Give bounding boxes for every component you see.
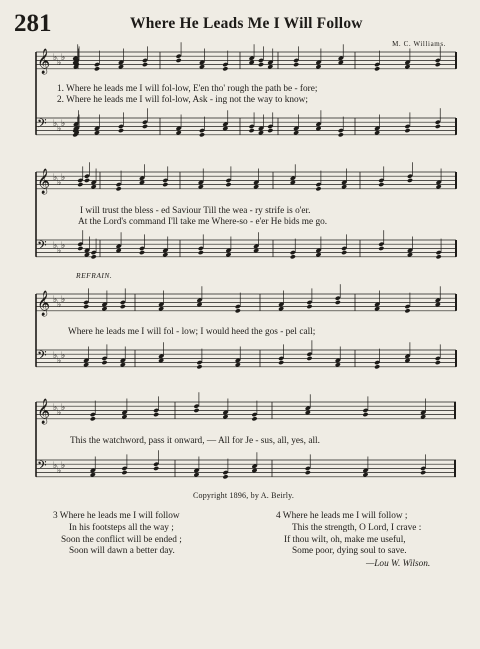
notehead [306,304,312,309]
notehead [378,246,384,251]
notehead [142,62,148,67]
lyric-line-4-1: This the watchword, pass it onward, — All for Je - sus, all, yes, all. [70,436,320,446]
notehead [120,304,126,309]
flat-sign-icon: ♭ [61,119,66,129]
bass-clef-icon: 𝄢 [37,238,47,256]
notehead [196,364,202,369]
notehead [235,308,241,313]
notehead [90,416,96,421]
flat-sign-icon: ♭ [53,173,58,183]
flat-sign-icon: ♭ [57,356,62,366]
lyric-line-1-2: 2. Where he leads me I will fol-low, Ask - ing not the way to know; [57,95,308,105]
notehead [162,182,168,187]
copyright-notice: Copyright 1896, by A. Beirly. [193,491,295,500]
flat-sign-icon: ♭ [53,461,58,471]
flat-sign-icon: ♭ [57,466,62,476]
notehead [222,66,228,71]
notehead [374,364,380,369]
treble-clef-icon: 𝄞 [37,291,51,316]
hymn-number: 281 [14,10,52,37]
verse-4 [276,511,430,571]
verse-3 [53,511,182,558]
notehead [176,58,182,63]
lyric-line-3-1: Where he leads me I will fol - low; I would heed the gos - pel call; [68,327,316,337]
treble-clef-icon: 𝄞 [37,49,51,74]
notehead [84,178,90,183]
notehead [306,356,312,361]
verse-4-line-1: 4 Where he leads me I will follow ; [276,511,408,521]
notehead [290,254,296,259]
flat-sign-icon: ♭ [53,53,58,63]
notehead [293,62,299,67]
lyric-line-1-1: 1. Where he leads me I will fol-low, E'en tho' rough the path be - fore; [57,84,318,94]
verse-3-line-2: In his footsteps all the way ; [69,522,174,533]
notehead [338,132,344,137]
flat-sign-icon: ♭ [61,295,66,305]
notehead [153,412,159,417]
notehead [153,466,159,471]
refrain-label: REFRAIN. [76,271,113,280]
lyric-line-2-2: At the Lord's command I'll take me Where-so - e'er He bids me go. [78,217,328,227]
notehead [258,62,264,67]
flat-sign-icon: ♭ [53,119,58,129]
notehead [404,308,410,313]
flat-sign-icon: ♭ [61,461,66,471]
notehead [436,254,442,259]
notehead [315,186,321,191]
notehead [435,360,441,365]
flat-sign-icon: ♭ [57,246,62,256]
flat-sign-icon: ♭ [61,403,66,413]
flat-sign-icon: ♭ [57,124,62,134]
verse-3-line-1: 3 Where he leads me I will follow [53,511,180,521]
verse-4-line-2: This the strength, O Lord, I crave : [292,522,422,533]
flat-sign-icon: ♭ [53,241,58,251]
notehead [101,360,107,365]
notehead [198,250,204,255]
flat-sign-icon: ♭ [61,173,66,183]
notehead [199,132,205,137]
flat-sign-icon: ♭ [57,178,62,188]
flat-sign-icon: ♭ [57,408,62,418]
notehead [139,250,145,255]
notehead [435,62,441,67]
notehead [77,246,83,251]
notehead [404,128,410,133]
verse-3-line-4: Soon will dawn a better day. [69,546,175,557]
flat-sign-icon: ♭ [61,53,66,63]
flat-sign-icon: ♭ [53,351,58,361]
bass-clef-icon: 𝄢 [37,458,47,476]
notehead [116,186,122,191]
notehead [420,470,426,475]
notehead [121,470,127,475]
notehead [193,408,199,413]
notehead [222,474,228,479]
notehead [249,128,255,133]
author-credit: —Lou W. Wilson. [366,559,431,570]
flat-sign-icon: ♭ [57,58,62,68]
notehead [94,66,100,71]
notehead [142,124,148,129]
hymn-title: Where He Leads Me I Will Follow [130,15,363,32]
verse-3-line-3: Soon the conflict will be ended ; [61,534,182,545]
notehead [118,128,124,133]
notehead [435,124,441,129]
notehead [251,416,257,421]
notehead [267,128,273,133]
flat-sign-icon: ♭ [57,300,62,310]
notehead [335,300,341,305]
bass-clef-icon: 𝄢 [37,116,47,134]
notehead [83,304,89,309]
notehead [77,182,83,187]
flat-sign-icon: ♭ [61,241,66,251]
verse-4-line-3: If thou wilt, oh, make me useful, [284,534,406,545]
verse-4-line-4: Some poor, dying soul to save. [292,546,407,557]
flat-sign-icon: ♭ [53,403,58,413]
composer-credit: M. C. Williams. [392,40,446,48]
notehead [362,412,368,417]
notehead [374,66,380,71]
notehead [305,470,311,475]
treble-clef-icon: 𝄞 [37,399,51,424]
lyric-line-2-1: I will trust the bless - ed Saviour Till the wea - ry strife is o'er. [80,206,311,216]
treble-clef-icon: 𝄞 [37,169,51,194]
notehead [341,250,347,255]
flat-sign-icon: ♭ [53,295,58,305]
flat-sign-icon: ♭ [61,351,66,361]
notehead [378,182,384,187]
notehead [407,178,413,183]
notehead [91,254,97,259]
notehead [225,182,231,187]
bass-clef-icon: 𝄢 [37,348,47,366]
notehead [278,360,284,365]
